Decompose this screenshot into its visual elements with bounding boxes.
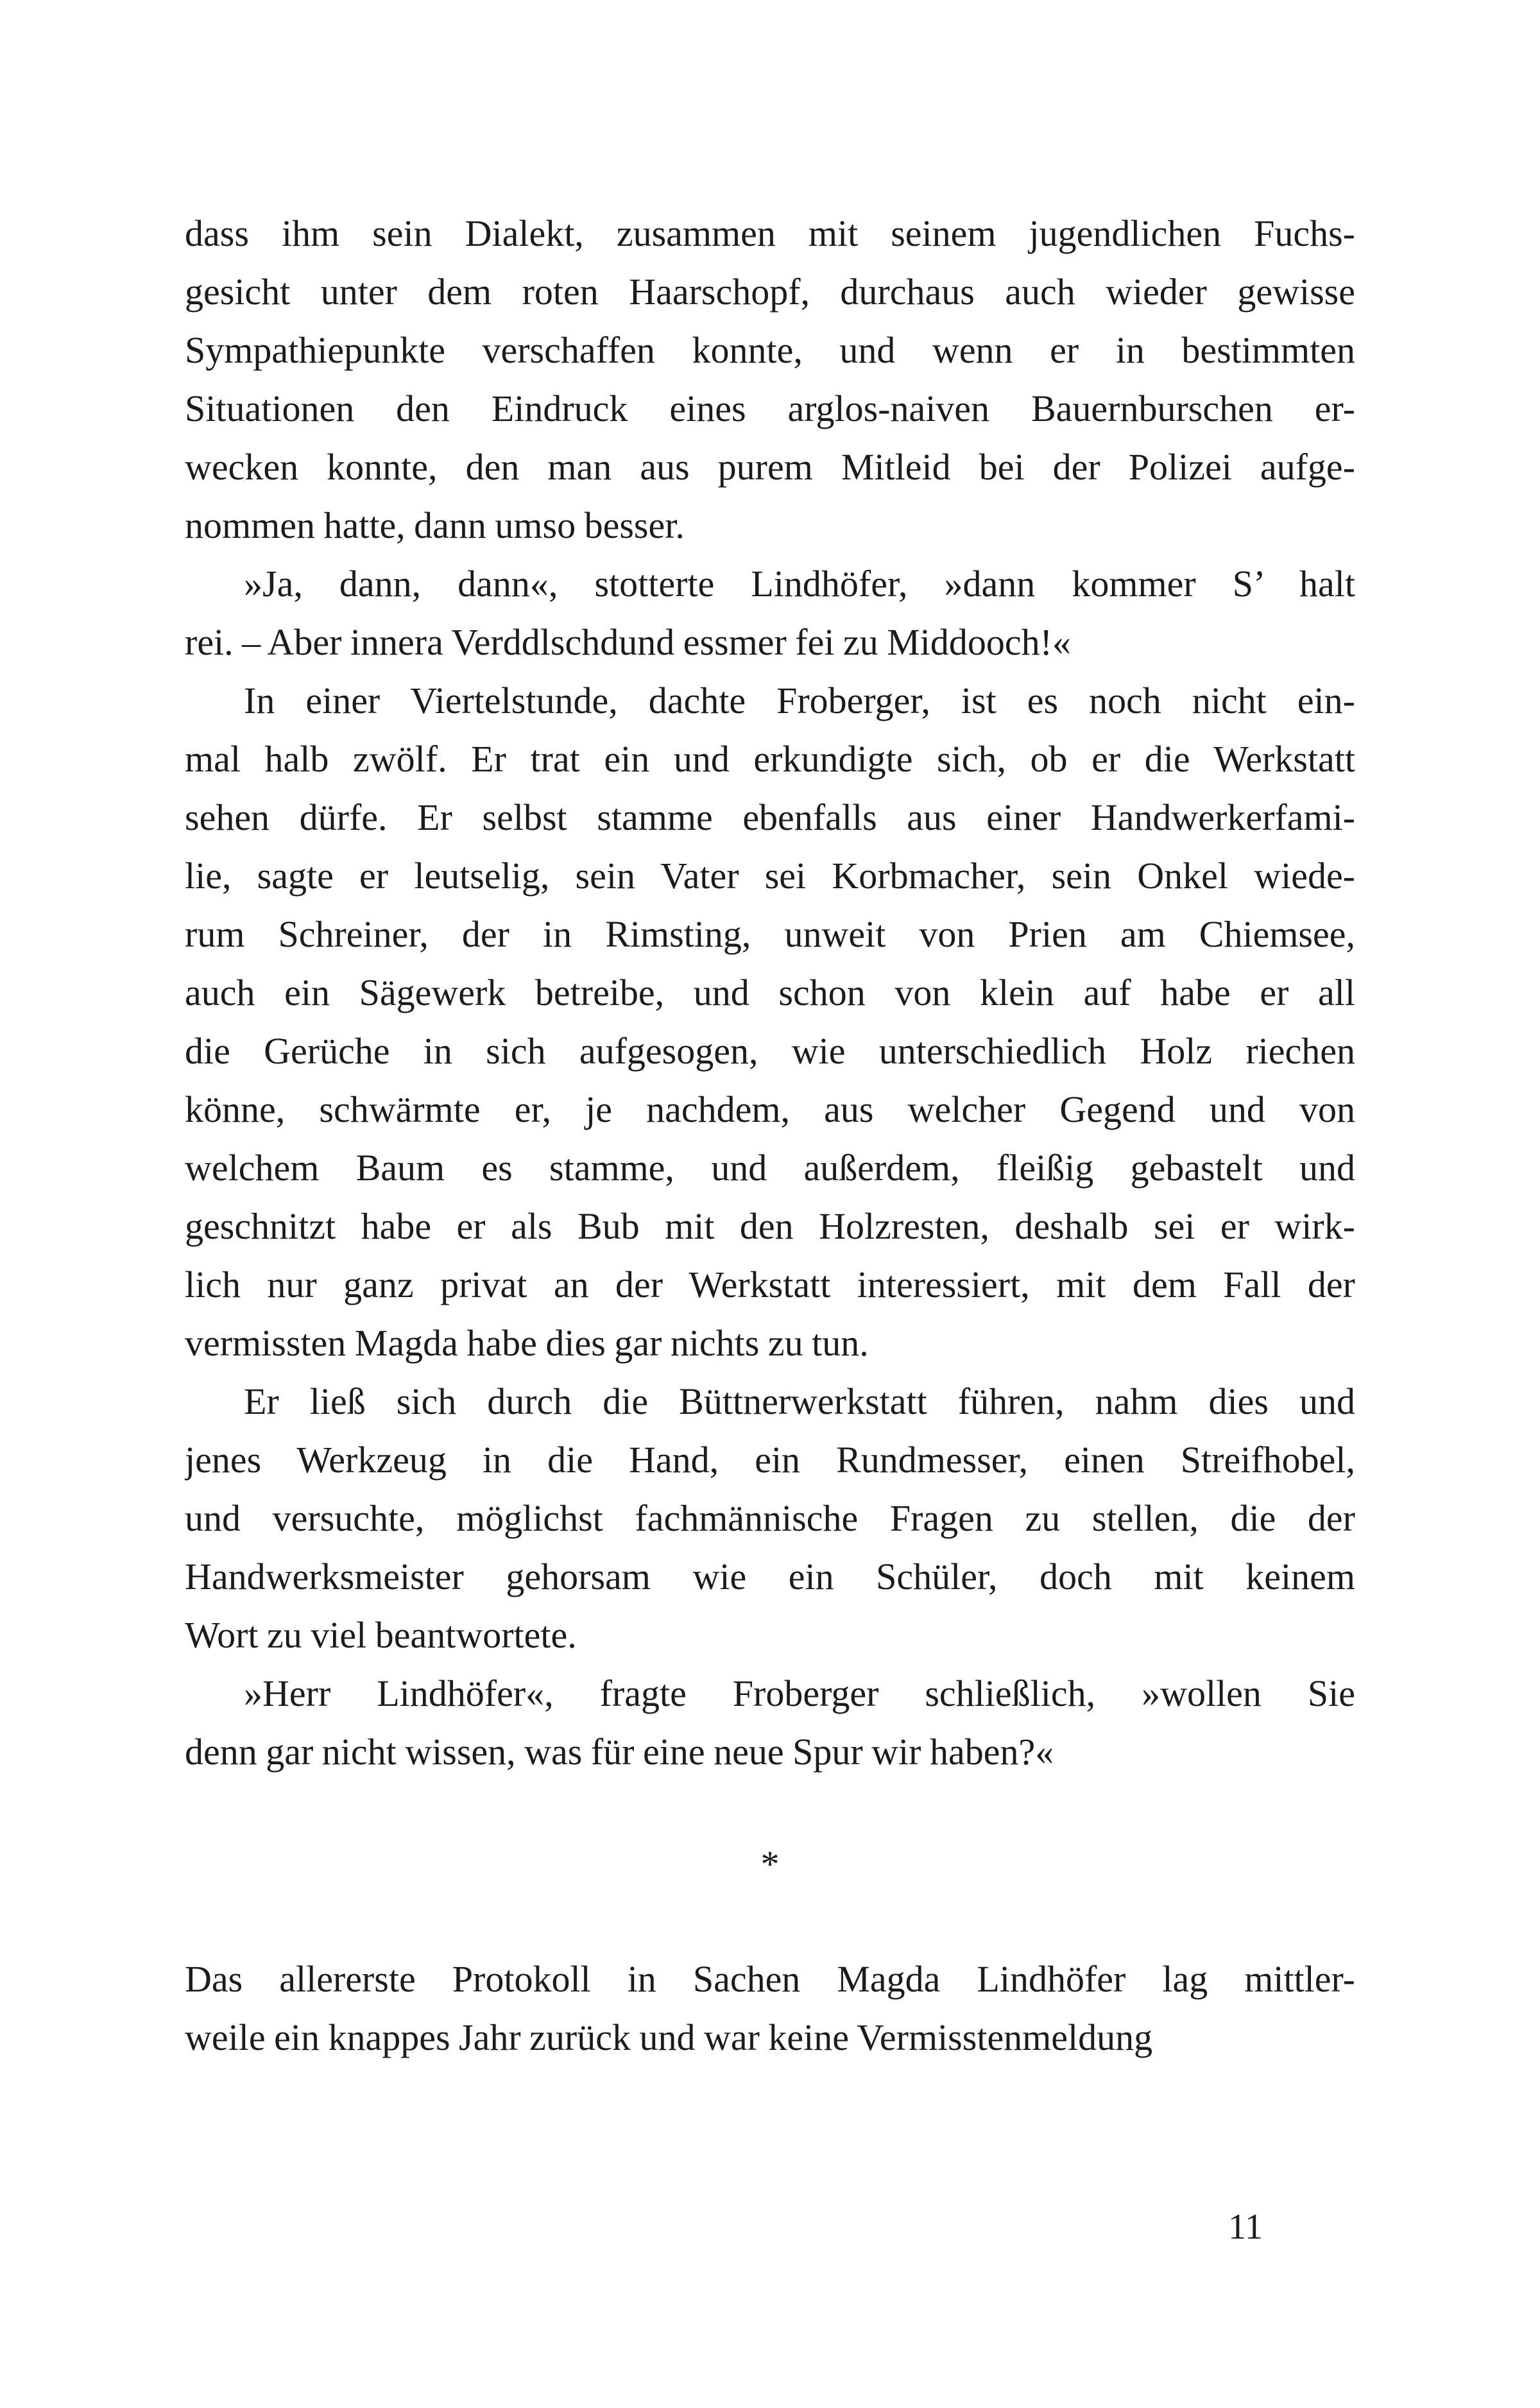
- text-block: [185, 204, 1355, 2067]
- section-separator: *: [760, 1843, 780, 1885]
- text-line: »Herr Lindhöfer«, fragte Froberger schließlich, »wollen Sie: [244, 1673, 1355, 1714]
- text-line: könne, schwärmte er, je nachdem, aus welcher Gegend und von: [185, 1088, 1355, 1130]
- text-line: Handwerksmeister gehorsam wie ein Schüler, doch mit keinem: [185, 1556, 1355, 1597]
- text-line: dass ihm sein Dialekt, zusammen mit seinem jugendlichen Fuchs-: [185, 212, 1355, 254]
- text-line: sehen dürfe. Er selbst stamme ebenfalls aus einer Handwerkerfami-: [185, 796, 1355, 838]
- text-line: Situationen den Eindruck eines arglos-naiven Bauernburschen er-: [185, 388, 1355, 429]
- paragraph: [185, 1664, 1355, 1781]
- paragraph: [185, 671, 1355, 1372]
- text-line: lich nur ganz privat an der Werkstatt interessiert, mit dem Fall der: [185, 1264, 1355, 1305]
- paragraph: [185, 1372, 1355, 1664]
- text-line: gesicht unter dem roten Haarschopf, durchaus auch wieder gewisse: [185, 271, 1355, 313]
- text-line: Er ließ sich durch die Büttnerwerkstatt führen, nahm dies und: [244, 1380, 1355, 1422]
- text-line: wecken konnte, den man aus purem Mitleid bei der Polizei aufge-: [185, 446, 1355, 488]
- text-line: rum Schreiner, der in Rimsting, unweit von Prien am Chiemsee,: [185, 913, 1355, 955]
- text-line: welchem Baum es stamme, und außerdem, fleißig gebastelt und: [185, 1147, 1355, 1189]
- text-line: denn gar nicht wissen, was für eine neue Spur wir haben?«: [185, 1731, 1054, 1773]
- text-line: jenes Werkzeug in die Hand, ein Rundmesser, einen Streifhobel,: [185, 1439, 1355, 1481]
- text-line: Wort zu viel beantwortete.: [185, 1614, 577, 1656]
- text-line: Das allererste Protokoll in Sachen Magda Lindhöfer lag mittler-: [185, 1958, 1355, 2000]
- text-line: »Ja, dann, dann«, stotterte Lindhöfer, »dann kommer S’ halt: [244, 563, 1355, 605]
- text-line: und versuchte, möglichst fachmännische Fragen zu stellen, die der: [185, 1497, 1355, 1539]
- text-line: vermissten Magda habe dies gar nichts zu tun.: [185, 1322, 869, 1364]
- text-line: mal halb zwölf. Er trat ein und erkundigte sich, ob er die Werkstatt: [185, 738, 1355, 780]
- paragraph: [185, 555, 1355, 671]
- text-line: rei. – Aber innera Verddlschdund essmer fei zu Middooch!«: [185, 621, 1071, 663]
- text-line: nommen hatte, dann umso besser.: [185, 504, 685, 546]
- text-line: Sympathiepunkte verschaffen konnte, und wenn er in bestimmten: [185, 329, 1355, 371]
- page-number: 11: [1228, 2207, 1263, 2247]
- paragraph: [185, 204, 1355, 555]
- text-line: lie, sagte er leutselig, sein Vater sei Korbmacher, sein Onkel wiede-: [185, 855, 1355, 897]
- text-line: auch ein Sägewerk betreibe, und schon von klein auf habe er all: [185, 972, 1355, 1013]
- paragraph: [185, 1950, 1355, 2067]
- text-line: geschnitzt habe er als Bub mit den Holzresten, deshalb sei er wirk-: [185, 1205, 1355, 1247]
- text-line: die Gerüche in sich aufgesogen, wie unterschiedlich Holz riechen: [185, 1030, 1355, 1072]
- text-line: weile ein knappes Jahr zurück und war keine Vermisstenmeldung: [185, 2017, 1153, 2058]
- text-line: In einer Viertelstunde, dachte Froberger, ist es noch nicht ein-: [244, 680, 1355, 721]
